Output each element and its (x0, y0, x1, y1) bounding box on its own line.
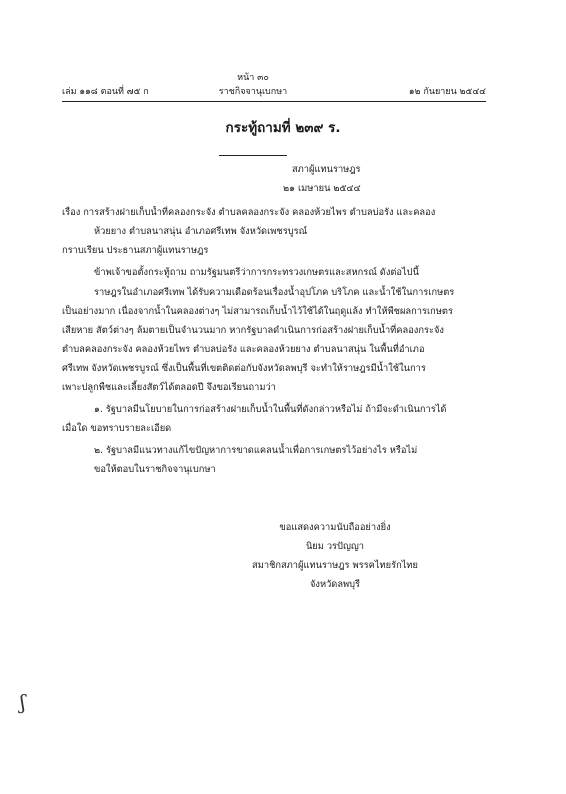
paragraph-line: เพาะปลูกพืชและเลี้ยงสัตว์ได้ตลอดปี จึงขอเรียนถามว่า (62, 382, 276, 393)
volume-issue: เล่ม ๑๑๘ ตอนที่ ๗๕ ก (62, 87, 149, 97)
signatory-name: นิยม วรปัญญา (305, 541, 365, 552)
margin-mark-icon: ʃ (20, 690, 26, 714)
header-rule (62, 101, 486, 102)
question-1-line-1: ๑. รัฐบาลมีนโยบายในการก่อสร้างฝายเก็บน้ำในพื้นที่ดังกล่าวหรือไม่ ถ้ามีจะดำเนินการได้ (94, 404, 447, 415)
title-rule (219, 155, 287, 156)
closing-request: ขอให้ตอบในราชกิจจานุเบกษา (94, 464, 216, 475)
paragraph-line: เสียหาย สัตว์ต่างๆ ล้มตายเป็นจำนวนมาก หากรัฐบาลดำเนินการก่อสร้างฝายเก็บน้ำที่คลองกระจัง (62, 325, 444, 336)
letter-date: ๒๑ เมษายน ๒๕๔๔ (283, 183, 361, 194)
paragraph-line: ศรีเทพ จังหวัดเพชรบูรณ์ ซึ่งเป็นพื้นที่เขตติดต่อกับจังหวัดลพบุรี จะทำให้ราษฎรมีน้ำใช้ในการ (62, 363, 426, 374)
question-1-line-2: เมื่อใด ขอทราบรายละเอียด (62, 423, 172, 434)
page-number: หน้า ๓๐ (237, 73, 269, 83)
intro-paragraph: ข้าพเจ้าขอตั้งกระทู้ถาม ถามรัฐมนตรีว่าการกระทรวงเกษตรและสหกรณ์ ดังต่อไปนี้ (94, 267, 419, 278)
question-2: ๒. รัฐบาลมีแนวทางแก้ไขปัญหาการขาดแคลนน้ำเพื่อการเกษตรไว้อย่างไร หรือไม่ (94, 445, 418, 456)
signature-closing: ขอแสดงความนับถืออย่างยิ่ง (279, 522, 391, 533)
gazette-name: ราชกิจจานุเบกษา (218, 87, 288, 97)
signatory-position: สมาชิกสภาผู้แทนราษฎร พรรคไทยรักไทย (252, 560, 418, 571)
gazette-date: ๑๒ กันยายน ๒๕๔๔ (408, 87, 486, 97)
salutation: กราบเรียน ประธานสภาผู้แทนราษฎร (62, 245, 209, 256)
subject-line-2: ห้วยยาง ตำบลนาสนุ่น อำเภอศรีเทพ จังหวัดเพชรบูรณ์ (94, 226, 308, 237)
signatory-province: จังหวัดลพบุรี (309, 579, 361, 590)
paragraph-line: ราษฎรในอำเภอศรีเทพ ได้รับความเดือดร้อนเรื่องน้ำอุปโภค บริโภค และน้ำใช้ในการเกษตร (94, 287, 455, 298)
interpellation-title: กระทู้ถามที่ ๒๓๙ ร. (225, 120, 341, 136)
recipient-org: สภาผู้แทนราษฎร (292, 164, 361, 175)
paragraph-line: ตำบลคลองกระจัง คลองห้วยไพร ตำบลบ่อรัง และคลองห้วยยาง ตำบลนาสนุ่น ในพื้นที่อำเภอ (62, 344, 425, 355)
subject-line-1: เรื่อง การสร้างฝายเก็บน้ำที่คลองกระจัง ตำบลคลองกระจัง คลองห้วยไพร ตำบลบ่อรัง และคลอง (62, 207, 436, 218)
paragraph-line: เป็นอย่างมาก เนื่องจากน้ำในคลองต่างๆ ไม่สามารถเก็บน้ำไว้ใช้ได้ในฤดูแล้ง ทำให้พืชผลการเกษตร (62, 306, 453, 317)
